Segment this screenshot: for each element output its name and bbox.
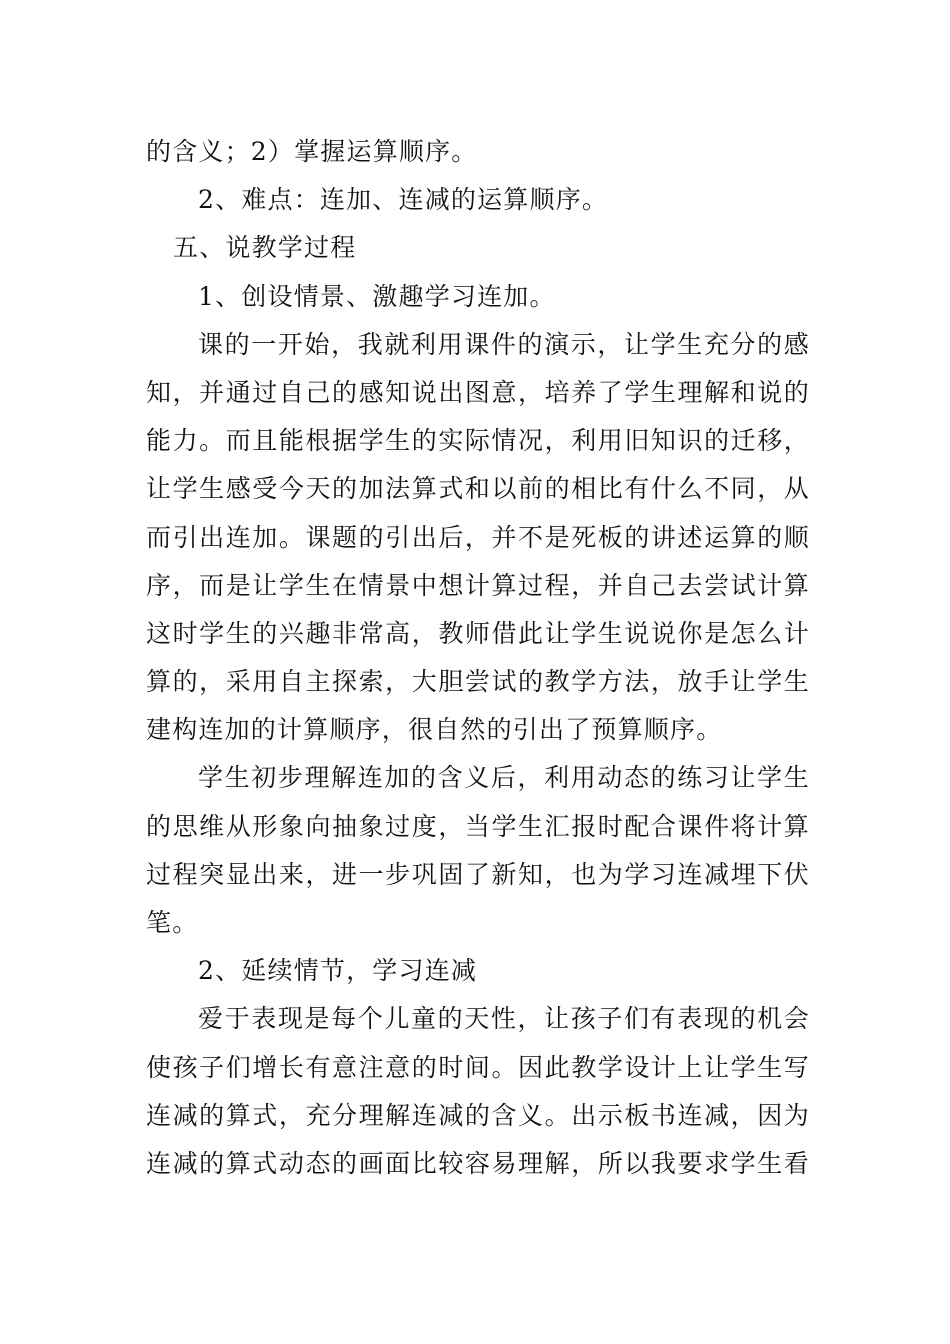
paragraph-line: 的思维从形象向抽象过度，当学生汇报时配合课件将计算 xyxy=(146,811,810,841)
paragraph-line: 这时学生的兴趣非常高，教师借此让学生说说你是怎么计 xyxy=(146,618,810,648)
section-heading: 五、说教学过程 xyxy=(173,233,357,263)
text-line: 的含义；2）掌握运算顺序。 xyxy=(146,137,478,166)
paragraph-line: 知，并通过自己的感知说出图意，培养了学生理解和说的 xyxy=(146,377,810,407)
paragraph-line: 算的，采用自主探索，大胆尝试的教学方法，放手让学生 xyxy=(146,667,810,697)
point-difficulty: 2、难点：连加、连减的运算顺序。 xyxy=(198,185,609,215)
paragraph-line: 连减的算式，充分理解连减的含义。出示板书连减，因为 xyxy=(146,1100,810,1130)
subheading-1: 1、创设情景、激趣学习连加。 xyxy=(198,281,556,311)
paragraph-line: 让学生感受今天的加法算式和以前的相比有什么不同，从 xyxy=(146,474,810,504)
paragraph-line: 序，而是让学生在情景中想计算过程，并自己去尝试计算 xyxy=(146,570,810,600)
paragraph-line: 建构连加的计算顺序，很自然的引出了预算顺序。 xyxy=(146,715,723,745)
paragraph-line: 使孩子们增长有意注意的时间。因此教学设计上让学生写 xyxy=(146,1052,810,1082)
paragraph-line: 爱于表现是每个儿童的天性，让孩子们有表现的机会 xyxy=(198,1004,810,1034)
paragraph-line: 能力。而且能根据学生的实际情况，利用旧知识的迁移， xyxy=(146,426,810,456)
paragraph-line: 而引出连加。课题的引出后，并不是死板的讲述运算的顺 xyxy=(146,522,810,552)
paragraph-line: 学生初步理解连加的含义后，利用动态的练习让学生 xyxy=(198,763,810,793)
subheading-2: 2、延续情节，学习连减 xyxy=(198,956,478,986)
document-body xyxy=(146,128,810,1188)
paragraph-line: 笔。 xyxy=(146,908,199,937)
paragraph-line: 连减的算式动态的画面比较容易理解，所以我要求学生看 xyxy=(146,1148,810,1178)
paragraph-line: 过程突显出来，进一步巩固了新知，也为学习连减埋下伏 xyxy=(146,859,810,889)
paragraph-line: 课的一开始，我就利用课件的演示，让学生充分的感 xyxy=(198,329,810,359)
